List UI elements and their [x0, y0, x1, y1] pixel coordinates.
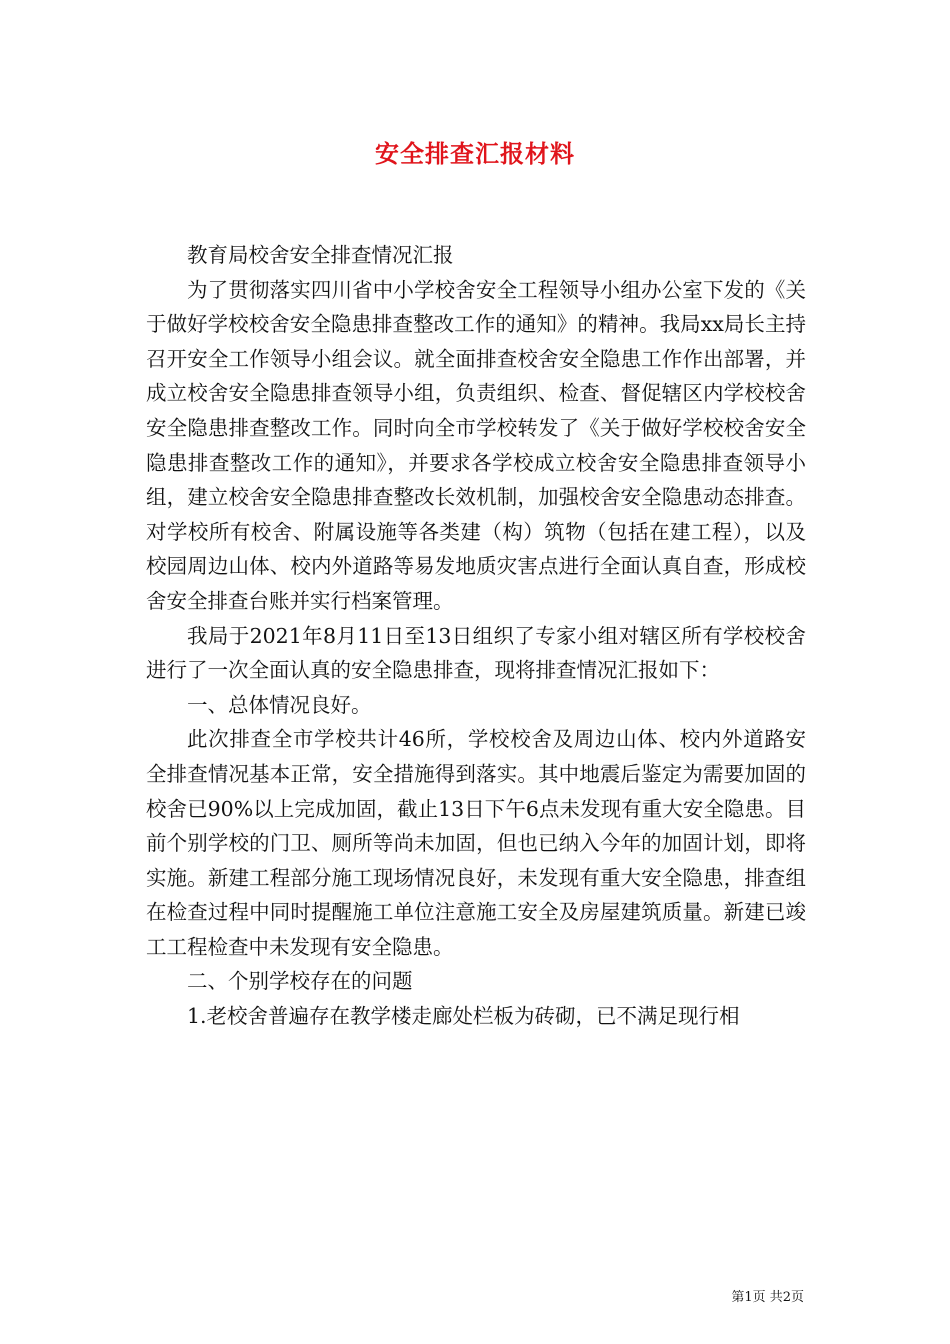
- section-heading-1: 一、总体情况良好。: [187, 692, 372, 717]
- subtitle-paragraph: 教育局校舍安全排查情况汇报: [187, 243, 454, 267]
- intro-paragraph: 为了贯彻落实四川省中小学校舍安全工程领导小组办公室下发的《关于做好学校校舍安全隐患排查整改工作的通知》的精神。我局xx局长主持召开安全工作领导小组会议。就全面排查校舍安全隐患工作作出部署，并成立校舍安全隐患排查领导小组，负责组织、检查、督促辖区内学校校舍安全隐患排查整改工作。同时向全市学校转发了《关于做好学校校舍安全隐患排查整改工作的通知》，并要求各学校成立校舍安全隐患排查领导小组，建立校舍安全隐患排查整改长效机制，加强校舍安全隐患动态排查。对学校所有校舍、附属设施等各类建（构）筑物（包括在建工程），以及校园周边山体、校内外道路等易发地质灾害点进行全面认真自查，形成校舍安全排查台账并实行档案管理。: [146, 277, 806, 613]
- page-number: 第1页 共2页: [731, 1290, 804, 1305]
- inspection-paragraph: 我局于2021年8月11日至13日组织了专家小组对辖区所有学校校舍进行了一次全面认真的安全隐患排查，现将排查情况汇报如下：: [146, 623, 806, 683]
- problem-item-1: 1.老校舍普遍存在教学楼走廊处栏板为砖砌，已不满足现行相: [187, 1004, 740, 1029]
- overall-paragraph: 此次排查全市学校共计46所，学校校舍及周边山体、校内外道路安全排查情况基本正常，安全措施得到落实。其中地震后鉴定为需要加固的校舍已90%以上完成加固，截止13日下午6点未发现有重大安全隐患。目前个别学校的门卫、厕所等尚未加固，但也已纳入今年的加固计划，即将实施。新建工程部分施工现场情况良好，未发现有重大安全隐患，排查组在检查过程中同时提醒施工单位注意施工安全及房屋建筑质量。新建已竣工工程检查中未发现有安全隐患。: [146, 727, 806, 959]
- section-heading-2: 二、个别学校存在的问题: [187, 969, 413, 994]
- document-body: [146, 238, 806, 1034]
- document-title: 安全排查汇报材料: [375, 139, 575, 168]
